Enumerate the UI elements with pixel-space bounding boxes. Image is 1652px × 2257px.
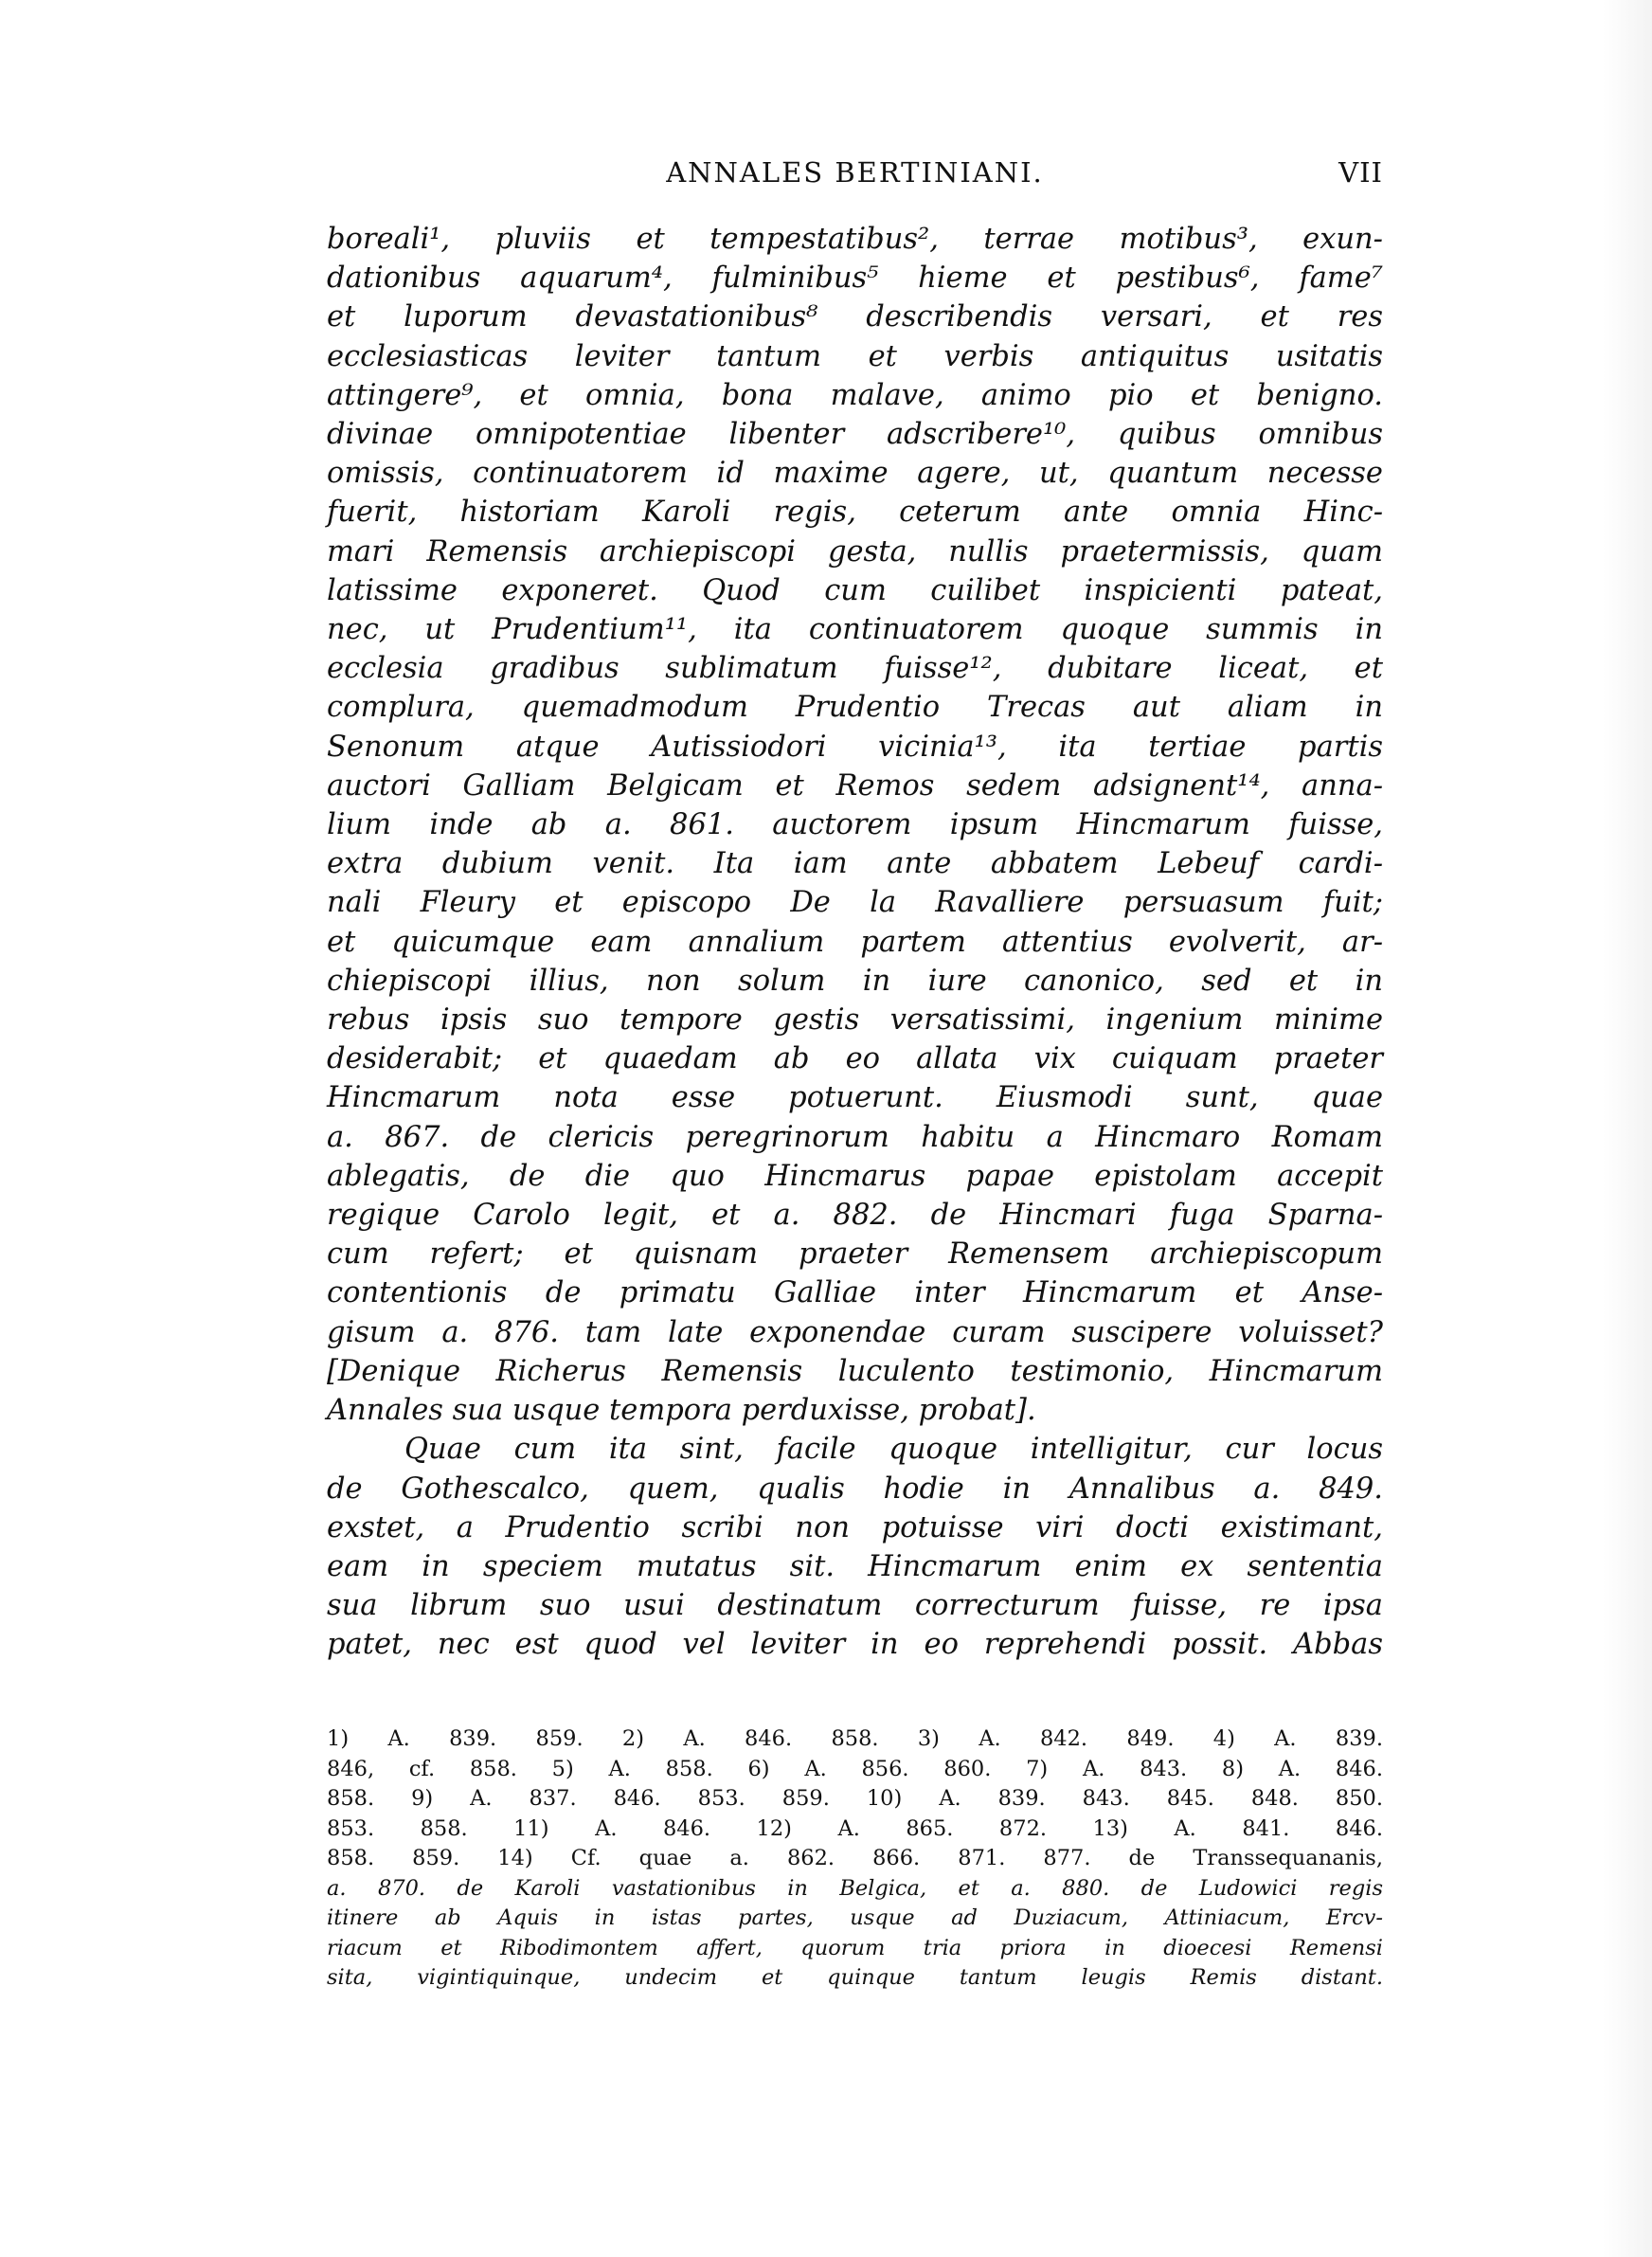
text-line: chiepiscopi illius, non solum in iure canonico, sed et in [327, 964, 1383, 998]
text-line: de Gothescalco, quem, qualis hodie in Annalibus a. 849. [327, 1472, 1383, 1506]
footnote-line: 853. 858. 11) A. 846. 12) A. 865. 872. 13) A. 841. 846. [327, 1815, 1383, 1841]
footnote-line: 1) A. 839. 859. 2) A. 846. 858. 3) A. 842. 849. 4) A. 839. [327, 1726, 1383, 1751]
text-line: eam in speciem mutatus sit. Hincmarum enim ex sententia [327, 1549, 1383, 1583]
footnotes [327, 1724, 1383, 1994]
text-line: fuerit, historiam Karoli regis, ceterum ante omnia Hinc- [327, 496, 1383, 530]
text-line: Hincmarum nota esse potuerunt. Eiusmodi sunt, quae [327, 1081, 1383, 1115]
text-line: a. 867. de clericis peregrinorum habitu a Hincmaro Romam [327, 1120, 1383, 1154]
text-line: attingere⁹, et omnia, bona malave, animo pio et benigno. [327, 378, 1383, 412]
footnote-line: 858. 9) A. 837. 846. 853. 859. 10) A. 839. 843. 845. 848. 850. [327, 1786, 1383, 1811]
text-line: ecclesia gradibus sublimatum fuisse¹², dubitare liceat, et [327, 652, 1383, 686]
text-line: patet, nec est quod vel leviter in eo reprehendi possit. Abbas [327, 1628, 1383, 1662]
text-line: divinae omnipotentiae libenter adscribere¹⁰, quibus omnibus [327, 418, 1383, 452]
text-line: ecclesiasticas leviter tantum et verbis antiquitus usitatis [327, 339, 1383, 373]
text-line: Annales sua usque tempora perduxisse, probat]. [327, 1394, 1036, 1428]
footnote-line: itinere ab Aquis in istas partes, usque ad Duziacum, Attiniacum, Ercv- [327, 1905, 1383, 1930]
text-line: lium inde ab a. 861. auctorem ipsum Hincmarum fuisse, [327, 808, 1383, 842]
footnote-line: 858. 859. 14) Cf. quae a. 862. 866. 871. 877. de Transsequananis, [327, 1846, 1383, 1870]
text-line: omissis, continuatorem id maxime agere, ut, quantum necesse [327, 457, 1383, 491]
text-line: latissime exponeret. Quod cum cuilibet inspicienti pateat, [327, 573, 1383, 607]
text-line: nec, ut Prudentium¹¹, ita continuatorem quoque summis in [327, 613, 1383, 647]
text-line: rebus ipsis suo tempore gestis versatissimi, ingenium minime [327, 1003, 1383, 1038]
text-line: complura, quemadmodum Prudentio Trecas aut aliam in [327, 691, 1383, 725]
text-line: sua librum suo usui destinatum correcturum fuisse, re ipsa [327, 1589, 1383, 1623]
text-line: boreali¹, pluviis et tempestatibus², terrae motibus³, exun- [327, 223, 1383, 256]
text-line: et luporum devastationibus⁸ describendis versari, et res [327, 300, 1383, 334]
text-line: cum refert; et quisnam praeter Remensem archiepiscopum [327, 1237, 1383, 1272]
text-line: regique Carolo legit, et a. 882. de Hincmari fuga Sparna- [327, 1199, 1383, 1233]
running-head [327, 152, 1383, 193]
page-number: VII [1338, 156, 1383, 189]
text-line: ablegatis, de die quo Hincmarus papae epistolam accepit [327, 1159, 1383, 1193]
text-line: [Denique Richerus Remensis luculento testimonio, Hincmarum [327, 1354, 1383, 1388]
footnote-line: sita, vigintiquinque, undecim et quinque tantum leugis Remis distant. [327, 1965, 1383, 1990]
text-line: contentionis de primatu Galliae inter Hincmarum et Anse- [327, 1276, 1383, 1310]
page-edge-shadow [1603, 0, 1652, 2257]
running-title: ANNALES BERTINIANI. [666, 156, 1044, 189]
footnote-line: a. 870. de Karoli vastationibus in Belgica, et a. 880. de Ludowici regis [327, 1875, 1383, 1901]
text-line: dationibus aquarum⁴, fulminibus⁵ hieme et pestibus⁶, fame⁷ [327, 262, 1383, 296]
text-line: nali Fleury et episcopo De la Ravalliere persuasum fuit; [327, 886, 1383, 920]
text-line: auctori Galliam Belgicam et Remos sedem adsignent¹⁴, anna- [327, 768, 1383, 803]
text-line: et quicumque eam annalium partem attentius evolverit, ar- [327, 925, 1383, 959]
main-text [327, 220, 1383, 1665]
text-line: desiderabit; et quaedam ab eo allata vix cuiquam praeter [327, 1042, 1383, 1076]
paragraph-start-line: Quae cum ita sint, facile quoque intelligitur, cur locus [404, 1433, 1383, 1467]
text-line: gisum a. 876. tam late exponendae curam suscipere voluisset? [327, 1315, 1383, 1349]
footnote-line: riacum et Ribodimontem affert, quorum tria priora in dioecesi Remensi [327, 1935, 1383, 1960]
text-line: exstet, a Prudentio scribi non potuisse viri docti existimant, [327, 1510, 1383, 1544]
footnote-line: 846, cf. 858. 5) A. 858. 6) A. 856. 860. 7) A. 843. 8) A. 846. [327, 1756, 1383, 1781]
text-line: Senonum atque Autissiodori vicinia¹³, ita tertiae partis [327, 730, 1383, 764]
text-line: extra dubium venit. Ita iam ante abbatem Lebeuf cardi- [327, 847, 1383, 881]
text-line: mari Remensis archiepiscopi gesta, nullis praetermissis, quam [327, 534, 1383, 569]
